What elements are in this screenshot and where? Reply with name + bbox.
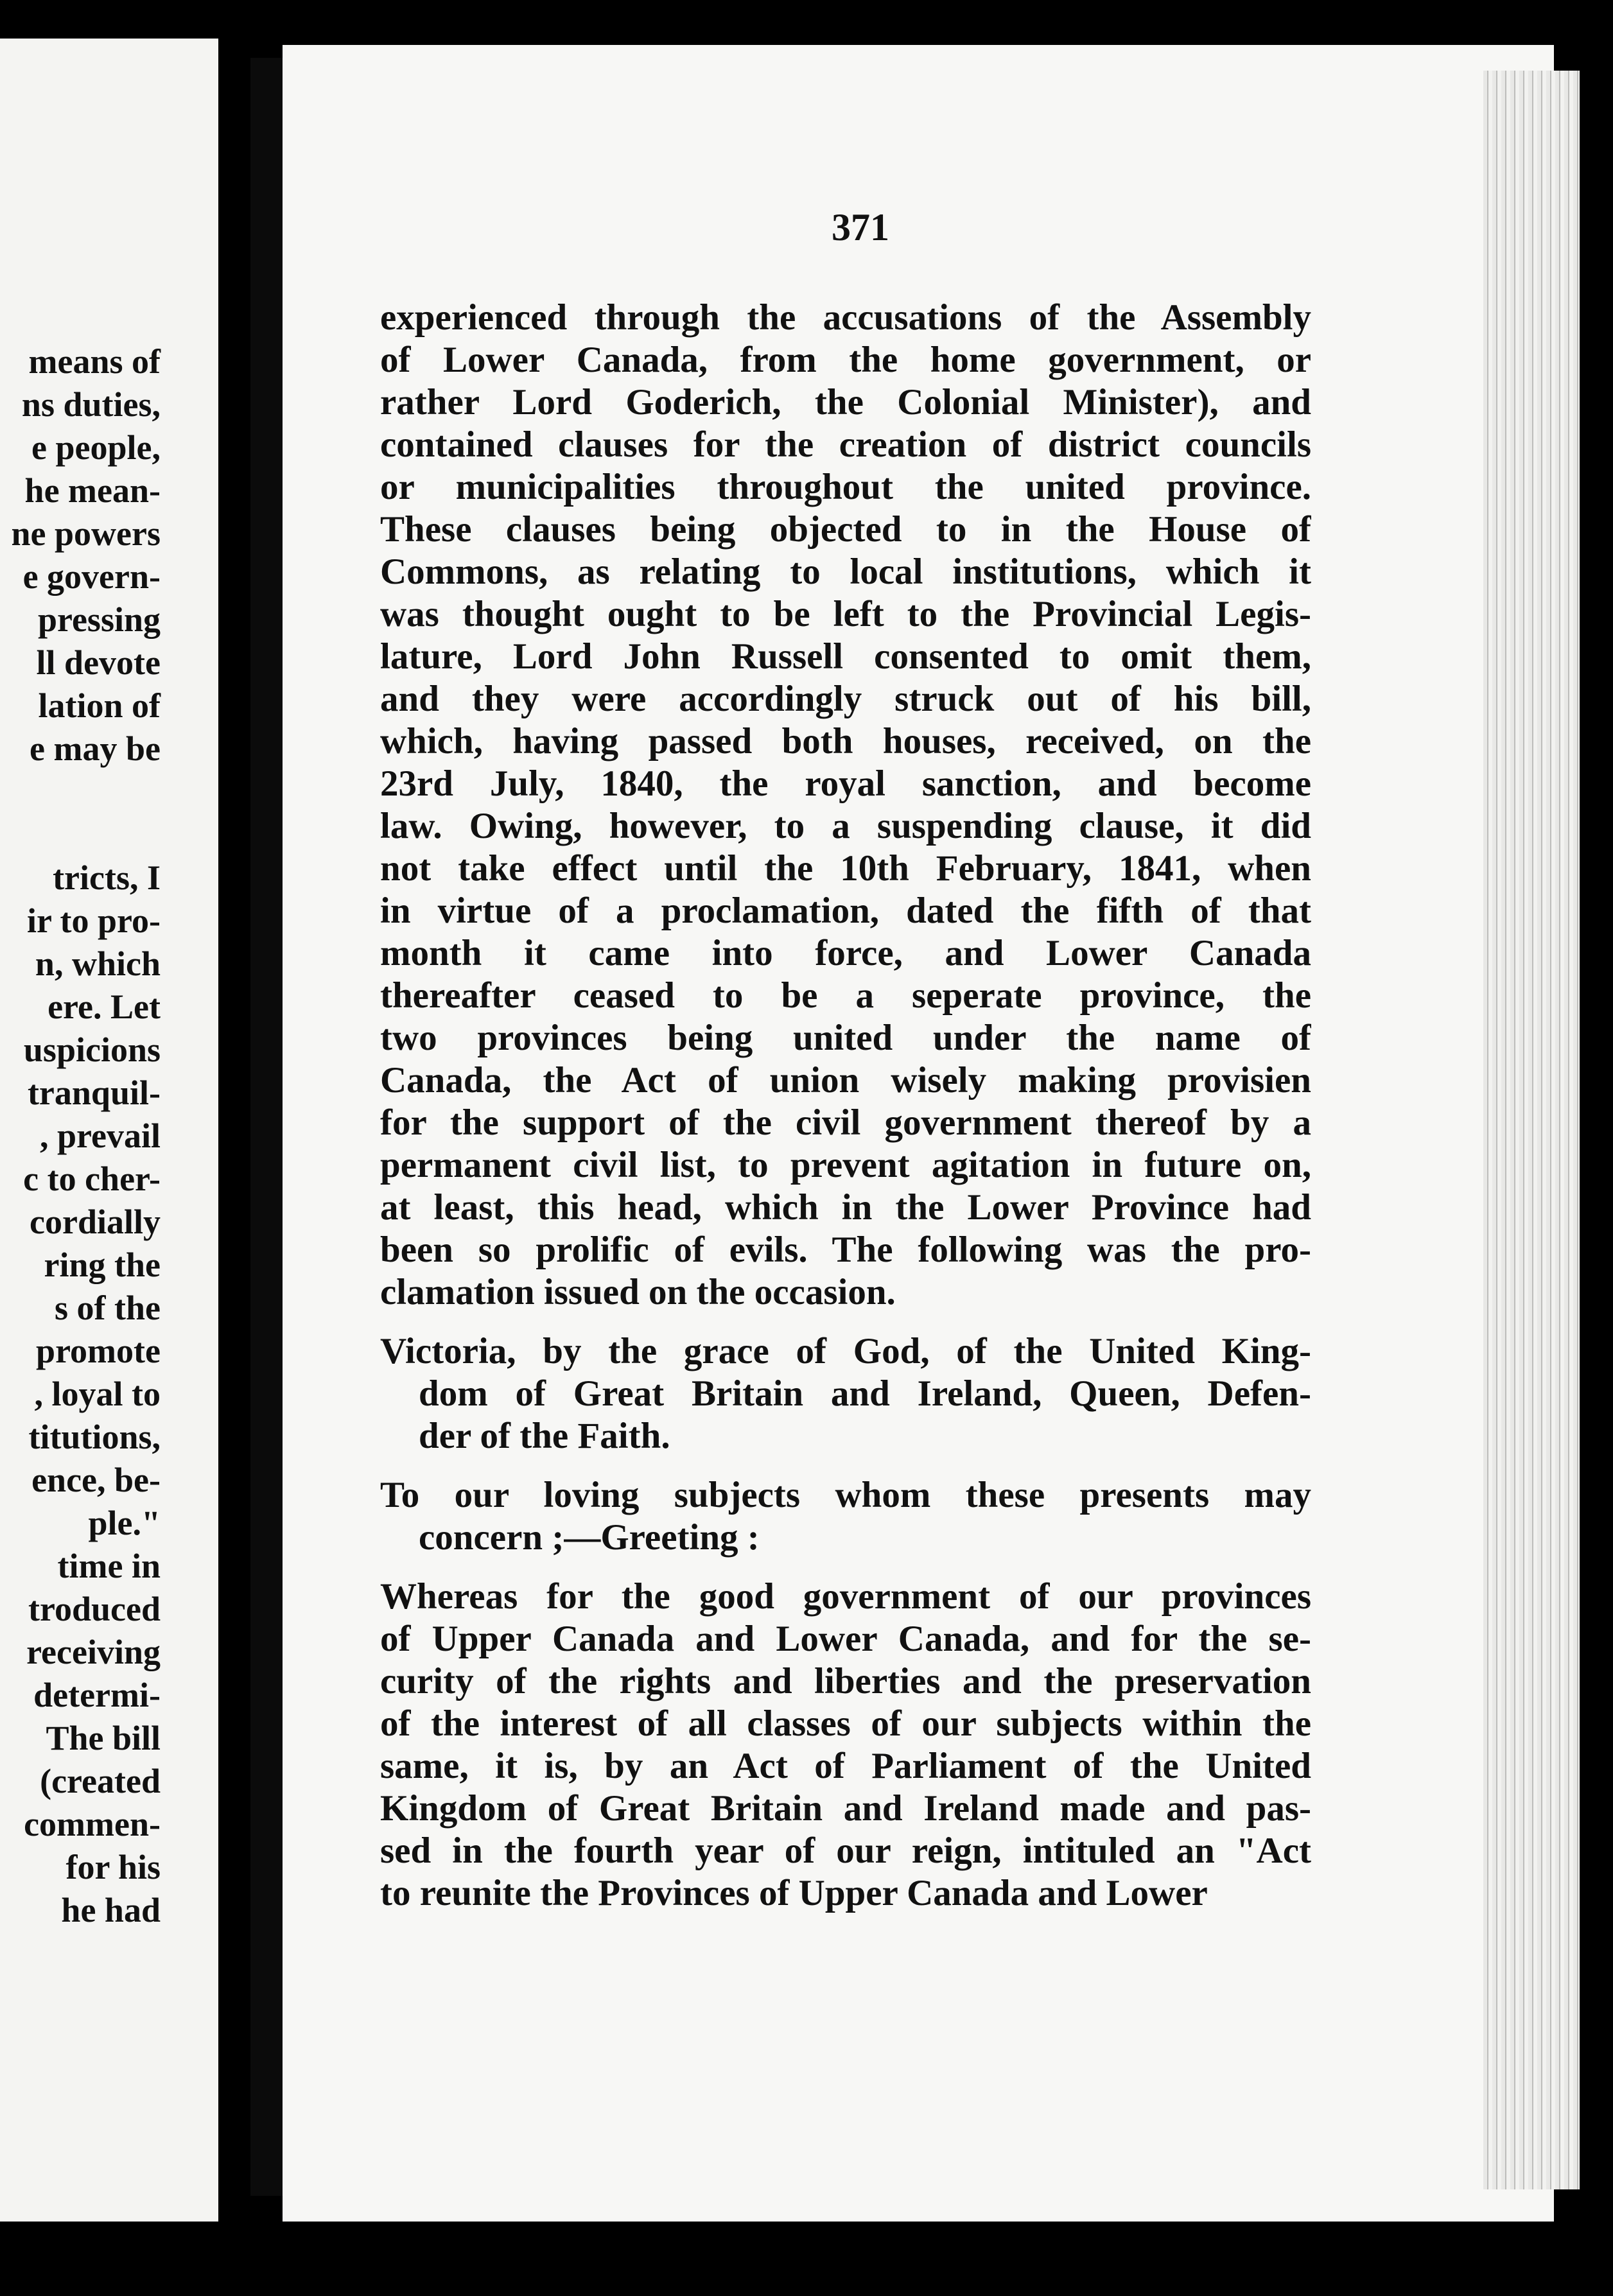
text-line: in virtue of a proclamation, dated the fifth of that <box>380 891 1311 931</box>
text-line: curity of the rights and liberties and the preservation <box>380 1661 1311 1701</box>
left-page-fragment: he had <box>61 1891 161 1929</box>
text-line: thereafter ceased to be a seperate province, the <box>380 975 1311 1016</box>
left-page-fragment: troduced <box>28 1590 161 1628</box>
text-line: To our loving subjects whom these presents may <box>380 1475 1311 1515</box>
left-page-fragment: ll devote <box>36 643 161 682</box>
page-edges <box>1483 71 1580 2189</box>
text-line: rather Lord Goderich, the Colonial Minister), and <box>380 382 1311 422</box>
text-line: der of the Faith. <box>419 1416 670 1456</box>
text-line: and they were accordingly struck out of his bill, <box>380 679 1311 719</box>
left-page-fragment: pressing <box>37 600 161 639</box>
left-page <box>0 39 218 2222</box>
page-body <box>380 297 1311 1915</box>
text-line: law. Owing, however, to a suspending clause, it did <box>380 806 1311 846</box>
left-page-fragment: s of the <box>55 1289 161 1327</box>
text-line: concern ;—Greeting : <box>419 1517 760 1558</box>
left-page-fragment: c to cher- <box>23 1160 161 1198</box>
text-line: same, it is, by an Act of Parliament of the United <box>380 1746 1311 1786</box>
left-page-fragment: cordially <box>30 1203 161 1241</box>
left-page-fragment: n, which <box>35 944 161 983</box>
left-page-gap <box>0 770 161 857</box>
text-line: not take effect until the 10th February, 1841, when <box>380 848 1311 889</box>
left-page-fragment: he mean- <box>24 471 161 510</box>
left-page-fragment: The bill <box>46 1719 161 1757</box>
paragraph-history <box>380 297 1311 1314</box>
left-page-fragment: means of <box>28 342 161 381</box>
text-line: clamation issued on the occasion. <box>380 1272 896 1312</box>
text-line: was thought ought to be left to the Provincial Legis- <box>380 594 1311 634</box>
left-page-fragment: determi- <box>33 1676 161 1714</box>
text-line: lature, Lord John Russell consented to omit them, <box>380 636 1311 677</box>
left-page-fragment: promote <box>36 1332 161 1370</box>
left-page-fragment: ere. Let <box>48 987 161 1026</box>
left-page-fragment: ence, be- <box>31 1461 161 1499</box>
left-page-fragment: receiving <box>26 1633 161 1671</box>
proclamation-salutation <box>380 1474 1311 1559</box>
text-line: been so prolific of evils. The following was the pro- <box>380 1230 1311 1270</box>
text-line: month it came into force, and Lower Canada <box>380 933 1311 973</box>
left-page-fragment: ns duties, <box>21 385 161 424</box>
text-line: contained clauses for the creation of district councils <box>380 424 1311 465</box>
left-page-fragment: tranquil- <box>27 1074 161 1112</box>
text-line: 23rd July, 1840, the royal sanction, and become <box>380 763 1311 804</box>
left-page-fragment: ple." <box>88 1504 161 1542</box>
left-page-fragment: (created <box>40 1762 161 1800</box>
left-page-fragment: titutions, <box>28 1418 161 1456</box>
text-line: of Upper Canada and Lower Canada, and for the se- <box>380 1619 1311 1659</box>
left-page-fragment: e may be <box>30 729 161 768</box>
left-page-fragment: , loyal to <box>34 1375 161 1413</box>
text-line: Commons, as relating to local institutions, which it <box>380 552 1311 592</box>
text-line: of Lower Canada, from the home government, or <box>380 340 1311 380</box>
text-line: Kingdom of Great Britain and Ireland made and pas- <box>380 1788 1311 1829</box>
text-line: two provinces being united under the name of <box>380 1018 1311 1058</box>
left-page-fragment: e people, <box>31 428 161 467</box>
text-line: or municipalities throughout the united province. <box>380 467 1311 507</box>
text-line: at least, this head, which in the Lower Province had <box>380 1187 1311 1228</box>
left-page-fragment: commen- <box>24 1805 161 1843</box>
paragraph-whereas <box>380 1576 1311 1915</box>
text-line: which, having passed both houses, received, on the <box>380 721 1311 761</box>
text-line: for the support of the civil government thereof by a <box>380 1102 1311 1143</box>
left-page-fragment-group-1 <box>0 340 161 770</box>
left-page-fragment: lation of <box>38 686 161 725</box>
proclamation-title <box>380 1330 1311 1457</box>
text-line: permanent civil list, to prevent agitation in future on, <box>380 1145 1311 1185</box>
text-line: Victoria, by the grace of God, of the United King- <box>380 1331 1311 1371</box>
left-page-fragment: uspicions <box>23 1031 161 1069</box>
left-page-fragment: for his <box>65 1848 161 1886</box>
text-line: These clauses being objected to in the House of <box>380 509 1311 550</box>
page-number: 371 <box>832 206 889 248</box>
text-line: experienced through the accusations of the Assembly <box>380 297 1311 338</box>
text-line: Canada, the Act of union wisely making provisien <box>380 1060 1311 1100</box>
left-page-text <box>0 340 161 1932</box>
text-line: dom of Great Britain and Ireland, Queen, Defen- <box>419 1373 1311 1414</box>
left-page-fragment: ne powers <box>11 514 161 553</box>
left-page-fragment: tricts, I <box>53 858 161 897</box>
text-line: Whereas for the good government of our provinces <box>380 1576 1311 1617</box>
text-line: of the interest of all classes of our subjects within the <box>380 1703 1311 1744</box>
left-page-fragment: e govern- <box>22 557 161 596</box>
text-line: sed in the fourth year of our reign, intituled an "Act <box>380 1831 1311 1871</box>
left-page-fragment: ring the <box>44 1246 161 1284</box>
left-page-fragment-group-2 <box>0 857 161 1932</box>
text-line: to reunite the Provinces of Upper Canada and Lower <box>380 1873 1208 1913</box>
left-page-fragment: ir to pro- <box>27 901 161 940</box>
left-page-fragment: time in <box>57 1547 161 1585</box>
left-page-fragment: , prevail <box>40 1117 161 1155</box>
